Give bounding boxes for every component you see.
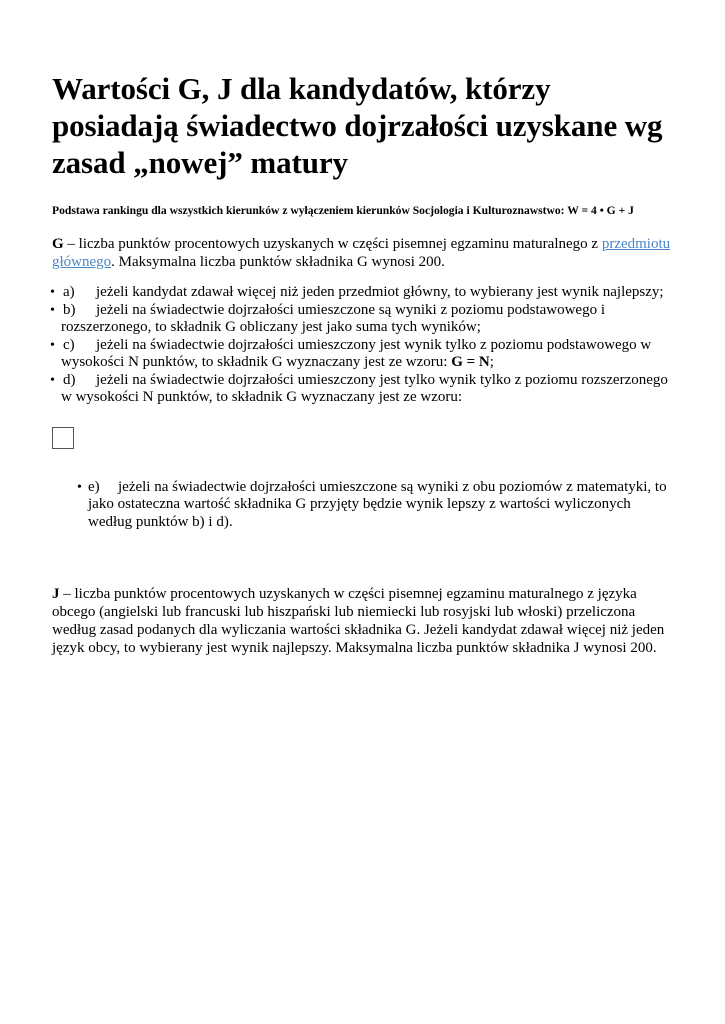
list-item-letter: c) [63, 336, 75, 353]
list-item-text: jeżeli na świadectwie dojrzałości umieszczony jest tylko wynik tylko z poziomu rozszerzonego w wysokości N punktów, to składnik G wyznaczany jest ze wzoru: [61, 371, 668, 405]
list-item-letter: b) [63, 301, 76, 318]
document-page [52, 70, 672, 657]
g-rules-list-continued [52, 479, 672, 532]
list-item-e [52, 479, 672, 532]
page-title: Wartości G, J dla kandydatów, którzy posiadają świadectwo dojrzałości uzyskane wg zasad „nowej” matury [52, 71, 663, 180]
list-item-a [52, 284, 672, 302]
list-item-text: jeżeli na świadectwie dojrzałości umieszczone są wyniki z poziomu podstawowego i rozszerzonego, to składnik G obliczany jest jako suma tych wyników; [61, 301, 606, 335]
main-subject-link[interactable]: przedmiotu głównego [52, 236, 671, 270]
list-item-text-end: ; [489, 354, 494, 370]
list-item-letter: d) [63, 371, 76, 388]
list-item-b [52, 302, 672, 337]
formula-g-equals-n: G = N [451, 354, 490, 370]
list-item-c [52, 337, 672, 372]
formula-image-placeholder [52, 427, 74, 449]
list-item-text: jeżeli na świadectwie dojrzałości umieszczony jest wynik tylko z poziomu podstawowego w wysokości N punktów, to składnik G wyznaczany jest ze wzoru: [61, 336, 652, 370]
g-rules-list [52, 284, 672, 407]
list-item-text: jeżeli kandydat zdawał więcej niż jeden przedmiot główny, to wybierany jest wynik najlepszy; [96, 284, 664, 300]
j-definition [52, 585, 672, 657]
g-text-before-link: – liczba punktów procentowych uzyskanych w części pisemnej egzaminu maturalnego z [63, 236, 602, 252]
list-item-d [52, 372, 672, 407]
ranking-basis: Podstawa rankingu dla wszystkich kierunków z wyłączeniem kierunków Socjologia i Kulturoznawstwo: W = 4 • G + J [52, 204, 634, 217]
g-term: G [52, 236, 64, 252]
j-text: – liczba punktów procentowych uzyskanych w części pisemnej egzaminu maturalnego z języka obcego (angielski lub francuski lub hiszpański lub niemiecki lub rosyjski lub włoski) przeliczona według zasad podanych dla wyliczania wartości składnika G. Jeżeli kandydat zdawał więcej niż jeden język obcy, to wybierany jest wynik najlepszy. Maksymalna liczba punktów składnika J wynosi 200. [52, 586, 665, 656]
j-term: J [52, 586, 60, 602]
list-item-text: jeżeli na świadectwie dojrzałości umieszczone są wyniki z obu poziomów z matematyki, to jako ostateczna wartość składnika G przyjęty będzie wynik lepszy z wartości wyliczonych według punktów b) i d). [88, 478, 667, 530]
g-definition [52, 235, 672, 271]
list-item-letter: e) [88, 478, 100, 495]
list-item-letter: a) [63, 284, 75, 300]
g-text-after-link: . Maksymalna liczba punktów składnika G wynosi 200. [111, 254, 445, 270]
